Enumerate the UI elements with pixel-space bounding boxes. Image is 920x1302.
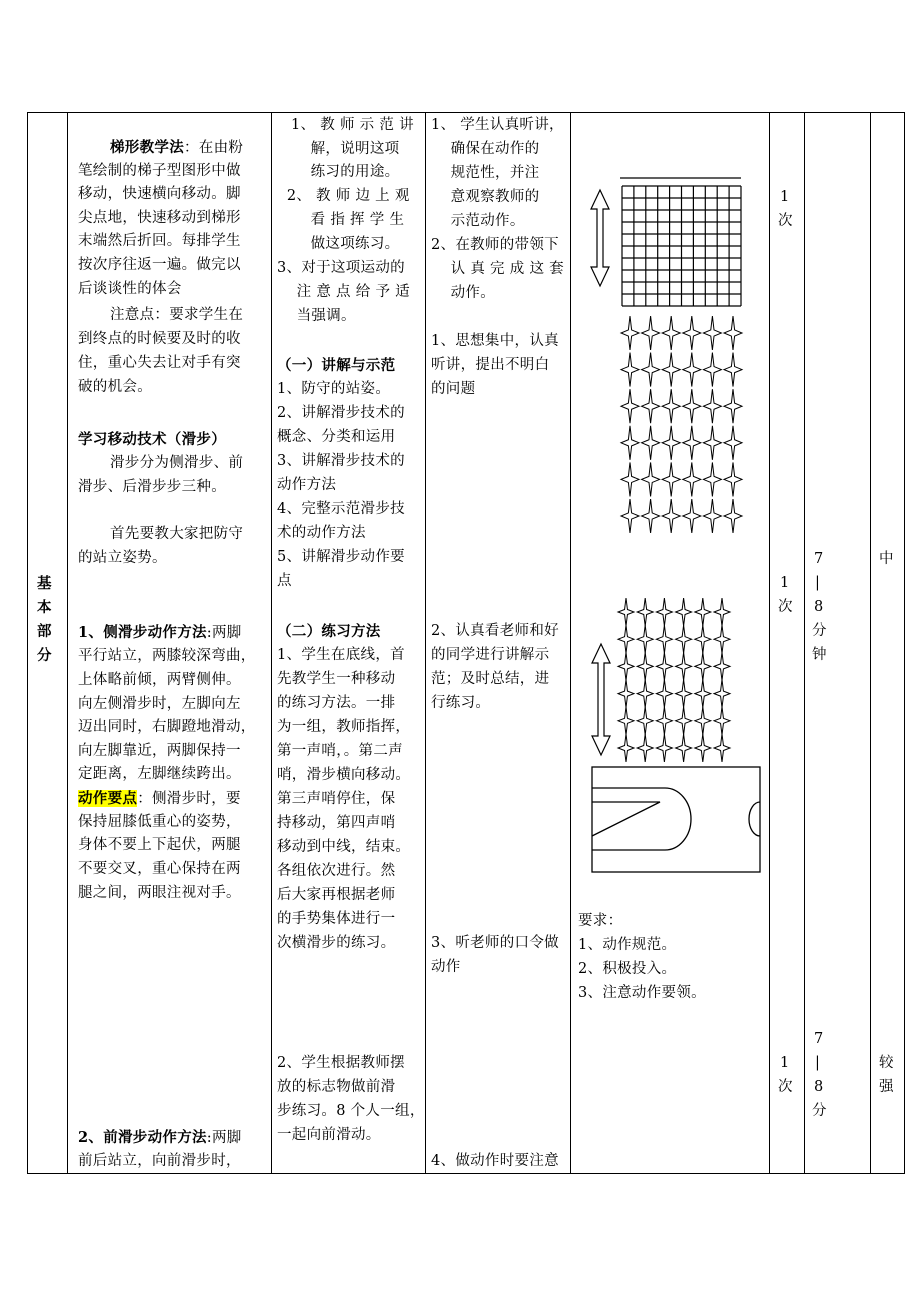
content-p5-line-3: 上体略前倾，两臂侧伸。 bbox=[78, 672, 241, 688]
intensity-2-char-1: 较 bbox=[879, 1055, 894, 1071]
teacher-t1-line-5: 看 指 挥 学 生 bbox=[291, 212, 405, 228]
player-marker bbox=[683, 316, 701, 350]
player-marker bbox=[714, 734, 730, 762]
player-marker bbox=[642, 353, 660, 387]
times-1-unit: 次 bbox=[778, 213, 793, 229]
player-marker bbox=[724, 316, 742, 350]
teacher-t1-line-1: 1、 教 师 示 范 讲 bbox=[291, 117, 414, 133]
teacher-t3-line-5: 第一声哨，。第二声 bbox=[277, 743, 403, 759]
player-marker bbox=[656, 652, 672, 680]
content-p3-line-1: 滑步分为侧滑步、前 bbox=[110, 455, 244, 471]
teacher-t3-line-6: 哨，滑步横向移动。 bbox=[277, 767, 411, 783]
player-marker bbox=[656, 707, 672, 735]
player-marker bbox=[662, 426, 680, 460]
content-p2-line-3: 住，重心失去让对手有突 bbox=[78, 355, 241, 371]
player-marker bbox=[683, 389, 701, 423]
requirements-title: 要求： bbox=[578, 913, 623, 929]
teacher-t3-line-7: 第三声哨停住，保 bbox=[277, 791, 396, 807]
teacher-t3-line-13: 次横滑步的练习。 bbox=[277, 935, 396, 951]
duration-2-unit: 分 bbox=[812, 1103, 827, 1119]
teacher-t2-line-7: 术的动作方法 bbox=[277, 525, 366, 541]
teacher-t3-line-12: 的手势集体进行一 bbox=[277, 911, 396, 927]
duration-1-to: 8 bbox=[814, 599, 824, 615]
player-marker bbox=[637, 734, 653, 762]
requirement-3: 3、注意动作要领。 bbox=[578, 985, 706, 1001]
teacher-t2-line-2: 2、讲解滑步技术的 bbox=[277, 405, 405, 421]
requirement-2: 2、积极投入。 bbox=[578, 961, 677, 977]
player-marker bbox=[618, 598, 634, 626]
content-p1-line-6: 按次序往返一遍。做完以 bbox=[78, 257, 241, 273]
requirement-1: 1、动作规范。 bbox=[578, 937, 677, 953]
player-marker bbox=[637, 707, 653, 735]
intensity-2-char-2: 强 bbox=[879, 1079, 894, 1095]
content-p5-key-line-4: 不要交叉，重心保持在两 bbox=[78, 861, 241, 877]
side-slide-title: 1、侧滑步动作方法 bbox=[78, 624, 207, 641]
player-marker bbox=[656, 734, 672, 762]
player-marker bbox=[618, 652, 634, 680]
ladder-method-title: 梯形教学法 bbox=[110, 139, 184, 156]
basketball-court-diagram bbox=[592, 767, 760, 872]
slide-step-title: 学习移动技术（滑步） bbox=[78, 431, 226, 448]
player-marker bbox=[724, 389, 742, 423]
ladder-grid bbox=[620, 178, 741, 306]
player-marker bbox=[676, 625, 692, 653]
player-marker bbox=[724, 499, 742, 533]
content-p1-line-4: 尖点地，快速移动到梯形 bbox=[78, 210, 241, 226]
player-marker bbox=[637, 598, 653, 626]
section-label-3: 部 bbox=[37, 623, 52, 640]
teacher-t3-line-9: 移动到中线，结束。 bbox=[277, 839, 411, 855]
teacher-t1-line-9: 当强调。 bbox=[277, 308, 356, 324]
times-3-number: 1 bbox=[780, 1055, 790, 1071]
content-p5-key-line-5: 腿之间，两眼注视对手。 bbox=[78, 885, 241, 901]
player-marker bbox=[637, 652, 653, 680]
player-marker bbox=[695, 707, 711, 735]
content-p6-line-2: 前后站立，向前滑步时， bbox=[78, 1153, 241, 1169]
player-marker bbox=[703, 316, 721, 350]
section-label-1: 基 bbox=[37, 575, 52, 592]
teacher-t3-line-8: 持移动，第四声哨 bbox=[277, 815, 396, 831]
student-s5-line-1: 4、做动作时要注意 bbox=[431, 1153, 559, 1169]
content-p5-key-text-1: ：侧滑步时，要 bbox=[137, 791, 241, 807]
key-points-highlight: 动作要点 bbox=[78, 790, 138, 807]
player-marker bbox=[618, 625, 634, 653]
teacher-t1-line-6: 做这项练习。 bbox=[291, 236, 400, 252]
front-slide-title: 2、前滑步动作方法 bbox=[78, 1129, 207, 1146]
star-formation-bottom bbox=[618, 598, 730, 762]
student-s3-line-3: 范；及时总结，进 bbox=[431, 671, 550, 687]
player-marker bbox=[621, 316, 639, 350]
teacher-t2-line-3: 概念、分类和运用 bbox=[277, 429, 396, 445]
player-marker bbox=[714, 652, 730, 680]
content-p4-line-2: 的站立姿势。 bbox=[78, 550, 167, 566]
section-label-2: 本 bbox=[37, 599, 52, 616]
section-label-4: 分 bbox=[37, 647, 52, 664]
player-marker bbox=[695, 652, 711, 680]
content-p6-text-1: :两脚 bbox=[206, 1130, 242, 1146]
student-s1-line-4: 意观察教师的 bbox=[431, 189, 540, 205]
player-marker bbox=[676, 734, 692, 762]
duration-1-sep: | bbox=[815, 575, 821, 591]
player-marker bbox=[637, 680, 653, 708]
times-2-number: 1 bbox=[780, 575, 790, 591]
teacher-t4-line-3: 步练习。8 个人一组， bbox=[277, 1103, 425, 1119]
teacher-t3-line-4: 为一组，教师指挥， bbox=[277, 719, 411, 735]
content-p1-text-1: ：在由粉 bbox=[184, 140, 244, 156]
duration-1-from: 7 bbox=[814, 551, 824, 567]
student-s1-line-1: 1、 学生认真听讲， bbox=[431, 117, 564, 133]
content-p2-line-4: 破的机会。 bbox=[78, 379, 152, 395]
duration-1-unit-2: 钟 bbox=[812, 647, 827, 663]
player-marker bbox=[703, 426, 721, 460]
player-marker bbox=[621, 353, 639, 387]
student-s1-line-2: 确保在动作的 bbox=[431, 141, 540, 157]
player-marker bbox=[683, 462, 701, 496]
content-p5-text-1: :两脚 bbox=[206, 625, 242, 641]
teacher-t2-line-9: 点 bbox=[277, 573, 292, 589]
player-marker bbox=[621, 499, 639, 533]
player-marker bbox=[683, 353, 701, 387]
player-marker bbox=[656, 598, 672, 626]
student-s1-line-7: 认 真 完 成 这 套 bbox=[431, 261, 564, 277]
player-marker bbox=[642, 499, 660, 533]
player-marker bbox=[695, 680, 711, 708]
student-s2-line-2: 听讲，提出不明白 bbox=[431, 357, 550, 373]
student-s4-line-1: 3、听老师的口令做 bbox=[431, 935, 559, 951]
player-marker bbox=[703, 462, 721, 496]
player-marker bbox=[618, 707, 634, 735]
practice-method-title: （二）练习方法 bbox=[277, 623, 381, 640]
player-marker bbox=[621, 462, 639, 496]
teacher-t4-line-4: 一起向前滑动。 bbox=[277, 1127, 381, 1143]
teacher-t1-line-7: 3、对于这项运动的 bbox=[277, 260, 405, 276]
player-marker bbox=[724, 426, 742, 460]
explain-demo-title: （一）讲解与示范 bbox=[277, 357, 396, 374]
content-p4-line-1: 首先要教大家把防守 bbox=[110, 526, 244, 542]
times-3-unit: 次 bbox=[778, 1079, 793, 1095]
content-p1-line-5: 末端然后折回。每排学生 bbox=[78, 233, 241, 249]
player-marker bbox=[724, 462, 742, 496]
duration-2-sep: | bbox=[815, 1055, 821, 1071]
student-s2-line-1: 1、思想集中，认真 bbox=[431, 333, 559, 349]
player-marker bbox=[662, 316, 680, 350]
player-marker bbox=[621, 389, 639, 423]
duration-1-unit-1: 分 bbox=[812, 623, 827, 639]
teacher-t1-line-2: 解，说明这项 bbox=[291, 141, 400, 157]
player-marker bbox=[714, 598, 730, 626]
content-p2-line-2: 到终点的时候要及时的收 bbox=[78, 331, 241, 347]
teacher-t3-line-11: 后大家再根据老师 bbox=[277, 887, 396, 903]
content-p1-line-3: 移动，快速横向移动。脚 bbox=[78, 186, 241, 202]
content-p5-key-line-2: 保持屈膝低重心的姿势， bbox=[78, 814, 241, 830]
duration-2-from: 7 bbox=[814, 1031, 824, 1047]
player-marker bbox=[642, 316, 660, 350]
teacher-t2-line-4: 3、讲解滑步技术的 bbox=[277, 453, 405, 469]
player-marker bbox=[676, 598, 692, 626]
teacher-t1-line-8: 注 意 点 给 予 适 bbox=[277, 284, 410, 300]
student-s3-line-2: 的同学进行讲解示 bbox=[431, 647, 550, 663]
content-p2-line-1: 注意点：要求学生在 bbox=[110, 307, 244, 323]
player-marker bbox=[695, 734, 711, 762]
student-s1-line-5: 示范动作。 bbox=[431, 213, 525, 229]
player-marker bbox=[642, 426, 660, 460]
player-marker bbox=[695, 598, 711, 626]
content-p1-line-7: 后谈谈性的体会 bbox=[78, 281, 182, 297]
player-marker bbox=[683, 499, 701, 533]
teacher-t3-line-3: 的练习方法。一排 bbox=[277, 695, 396, 711]
player-marker bbox=[618, 734, 634, 762]
teacher-t3-line-1: 1、学生在底线，首 bbox=[277, 647, 405, 663]
player-marker bbox=[676, 707, 692, 735]
teacher-t4-line-1: 2、学生根据教师摆 bbox=[277, 1055, 405, 1071]
player-marker bbox=[662, 353, 680, 387]
content-p5-line-2: 平行站立，两膝较深弯曲， bbox=[78, 648, 256, 664]
player-marker bbox=[724, 353, 742, 387]
student-s4-line-2: 动作 bbox=[431, 959, 461, 975]
player-marker bbox=[656, 680, 672, 708]
student-s3-line-1: 2、认真看老师和好 bbox=[431, 623, 559, 639]
intensity-1: 中 bbox=[879, 551, 894, 567]
player-marker bbox=[642, 389, 660, 423]
teacher-t2-line-6: 4、完整示范滑步技 bbox=[277, 501, 405, 517]
student-s1-line-6: 2、在教师的带领下 bbox=[431, 237, 559, 253]
teacher-t2-line-5: 动作方法 bbox=[277, 477, 337, 493]
double-arrow-bottom bbox=[592, 644, 610, 755]
player-marker bbox=[662, 389, 680, 423]
times-2-unit: 次 bbox=[778, 599, 793, 615]
content-p3-line-2: 滑步、后滑步步三种。 bbox=[78, 479, 226, 495]
player-marker bbox=[714, 625, 730, 653]
content-p5-key-line-3: 身体不要上下起伏，两腿 bbox=[78, 837, 241, 853]
teacher-t2-line-1: 1、防守的站姿。 bbox=[277, 381, 391, 397]
times-1-number: 1 bbox=[780, 189, 790, 205]
player-marker bbox=[662, 462, 680, 496]
content-p5-line-5: 迈出同时，右脚蹬地滑动， bbox=[78, 719, 256, 735]
player-marker bbox=[714, 680, 730, 708]
double-arrow-top bbox=[591, 190, 609, 286]
teacher-t2-line-8: 5、讲解滑步动作要 bbox=[277, 549, 405, 565]
player-marker bbox=[621, 426, 639, 460]
teacher-t3-line-2: 先教学生一种移动 bbox=[277, 671, 396, 687]
content-p5-line-7: 定距离，左脚继续跨出。 bbox=[78, 766, 241, 782]
content-p5-line-6: 向左脚靠近，两脚保持一 bbox=[78, 743, 241, 759]
duration-2-to: 8 bbox=[814, 1079, 824, 1095]
teacher-t1-line-3: 练习的用途。 bbox=[291, 164, 400, 180]
player-marker bbox=[676, 652, 692, 680]
teacher-t4-line-2: 放的标志物做前滑 bbox=[277, 1079, 396, 1095]
student-s1-line-8: 动作。 bbox=[431, 285, 496, 301]
player-marker bbox=[695, 625, 711, 653]
player-marker bbox=[656, 625, 672, 653]
player-marker bbox=[703, 499, 721, 533]
player-marker bbox=[676, 680, 692, 708]
player-marker bbox=[703, 389, 721, 423]
teacher-t1-line-4: 2、 教 师 边 上 观 bbox=[277, 188, 410, 204]
student-s1-line-3: 规范性，并注 bbox=[431, 165, 540, 181]
star-formation-top bbox=[621, 316, 742, 533]
player-marker bbox=[714, 707, 730, 735]
content-p1-line-2: 笔绘制的梯子型图形中做 bbox=[78, 163, 241, 179]
player-marker bbox=[683, 426, 701, 460]
content-p5-line-4: 向左侧滑步时，左脚向左 bbox=[78, 696, 241, 712]
player-marker bbox=[662, 499, 680, 533]
player-marker bbox=[637, 625, 653, 653]
student-s3-line-4: 行练习。 bbox=[431, 695, 491, 711]
player-marker bbox=[703, 353, 721, 387]
student-s2-line-3: 的问题 bbox=[431, 381, 476, 397]
teacher-t3-line-10: 各组依次进行。然 bbox=[277, 863, 396, 879]
player-marker bbox=[618, 680, 634, 708]
player-marker bbox=[642, 462, 660, 496]
